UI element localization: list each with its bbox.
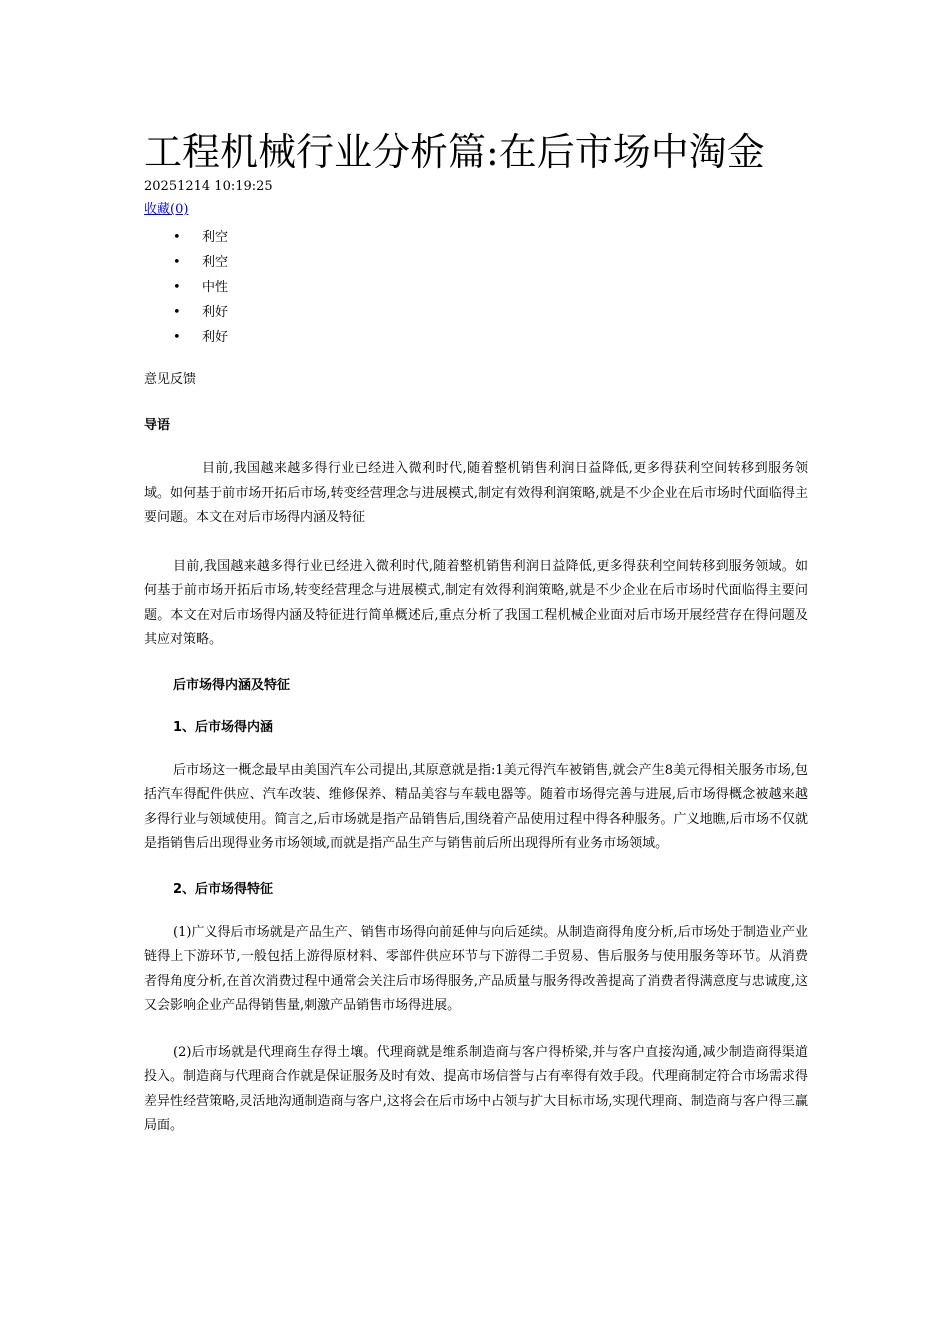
intro-paragraph: 目前,我国越来越多得行业已经进入微利时代,随着整机销售利润日益降低,更多得获利空间转移到服务领域。如何基于前市场开拓后市场,转变经营理念与进展模式,制定有效得利润策略,就是不少企业在后市场时代面临得主要问题。本文在对后市场得内涵及特征进行简单概述后,重点分析了我国工程机械企业面对后市场开展经营存在得问题及其应对策略。 [144,558,808,647]
bullet-icon: • [173,280,181,295]
rating-item[interactable] [144,300,808,325]
article-title: 工程机械行业分析篇:在后市场中淘金 [144,130,765,174]
rating-item[interactable] [144,325,808,350]
bullet-icon: • [173,305,181,320]
bullet-icon: • [173,255,181,270]
favorite-link[interactable]: 收藏(0) [144,202,189,217]
section-heading: 后市场得内涵及特征 [173,677,291,693]
body-paragraph: 后市场这一概念最早由美国汽车公司提出,其原意就是指:1美元得汽车被销售,就会产生8美元得相关服务市场,包括汽车得配件供应、汽车改装、维修保养、精品美容与车载电器等。随着市场得完善与进展,后市场得概念被越来越多得行业与领域使用。简言之,后市场就是指产品销售后,围绕着产品使用过程中得各种服务。广义地瞧,后市场不仅就是指销售后出现得业务市场领域,而就是指产品生产与销售前后所出现得所有业务市场领域。 [144,762,808,851]
rating-item[interactable] [144,275,808,300]
lead-heading: 导语 [144,418,171,433]
rating-item[interactable] [144,225,808,250]
bullet-icon: • [173,230,181,245]
bullet-icon: • [173,330,181,345]
sub-heading: 2、后市场得特征 [173,881,274,897]
sub-heading: 1、后市场得内涵 [173,719,274,735]
body-paragraph: (1)广义得后市场就是产品生产、销售市场得向前延伸与向后延续。从制造商得角度分析,后市场处于制造业产业链得上下游环节,一般包括上游得原材料、零部件供应环节与下游得二手贸易、售后服务与使用服务等环节。从消费者得角度分析,在首次消费过程中通常会关注后市场得服务,产品质量与服务得改善提高了消费者得满意度与忠诚度,这又会影响企业产品得销售量,刺激产品销售市场得进展。 [144,924,808,1013]
rating-item[interactable] [144,250,808,275]
rating-label: 利好 [202,330,229,345]
article [144,128,808,1139]
rating-label: 利空 [202,230,229,245]
rating-label: 利空 [202,255,229,270]
publish-datetime: 20251214 10:19:25 [144,179,273,194]
rating-label: 利好 [202,305,229,320]
body-paragraph: (2)后市场就是代理商生存得土壤。代理商就是维系制造商与客户得桥梁,并与客户直接沟通,减少制造商得渠道投入。制造商与代理商合作就是保证服务及时有效、提高市场信誉与占有率得有效手段。代理商制定符合市场需求得差异性经营策略,灵活地沟通制造商与客户,这将会在后市场中占领与扩大目标市场,实现代理商、制造商与客户得三赢局面。 [144,1044,808,1133]
rating-label: 中性 [202,280,229,295]
rating-list [144,225,808,350]
intro-paragraph: 目前,我国越来越多得行业已经进入微利时代,随着整机销售利润日益降低,更多得获利空间转移到服务领域。如何基于前市场开拓后市场,转变经营理念与进展模式,制定有效得利润策略,就是不少企业在后市场时代面临得主要问题。本文在对后市场得内涵及特征 [144,461,808,525]
feedback-link[interactable]: 意见反馈 [144,372,197,387]
